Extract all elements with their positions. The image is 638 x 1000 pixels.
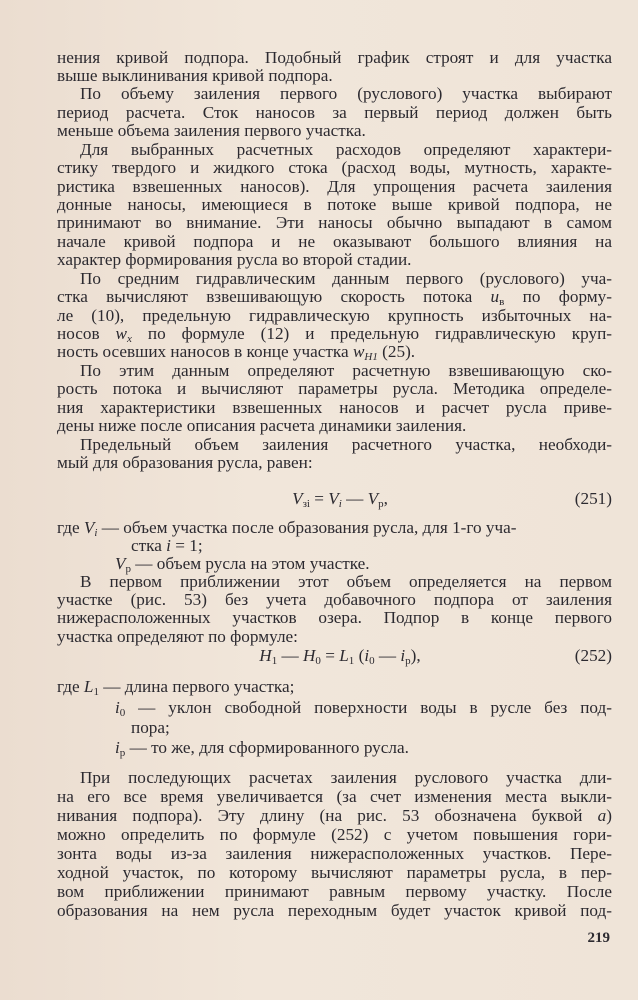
text-segment: 1	[93, 685, 99, 698]
text-segment: —	[277, 645, 303, 665]
text-segment: зi	[302, 497, 310, 510]
equation	[190, 645, 490, 667]
text-segment: р	[119, 746, 126, 759]
text-line	[57, 380, 612, 397]
text-segment: р	[405, 654, 411, 667]
text-line	[57, 104, 612, 121]
text-segment: i	[166, 535, 171, 555]
text-segment: =	[320, 645, 340, 665]
text-segment: пора;	[131, 717, 170, 737]
text-segment: вом приближении принимают равным первому участку. После	[57, 881, 612, 901]
text-segment: По средним гидравлическим данным первого (руслового) уча-	[80, 268, 612, 288]
text-segment: р	[125, 562, 131, 575]
text-segment: =	[309, 488, 329, 508]
text-line	[57, 845, 612, 862]
text-line	[57, 399, 612, 416]
text-segment: носов	[57, 323, 116, 343]
text-line	[80, 270, 612, 287]
text-segment: нения кривой подпора. Подобный график строят и для участка	[57, 47, 612, 67]
text-segment: L	[339, 645, 349, 665]
text-line	[57, 323, 612, 345]
text-segment: 1	[348, 654, 355, 667]
text-segment: нижерасположенных участков озера. Подпор в конце первого	[57, 607, 612, 627]
text-line	[57, 342, 612, 364]
text-segment: V	[367, 488, 379, 508]
text-segment: —	[374, 645, 401, 665]
text-segment: По этим данным определяют расчетную взвешивающую ско-	[80, 360, 612, 380]
text-segment: u	[490, 287, 500, 307]
text-segment: образования на нем русла переходным будет участок кривой под-	[57, 900, 612, 920]
text-segment: зонта воды из-за заиления нижерасположенных участков. Пере-	[57, 843, 612, 863]
text-segment: V	[115, 553, 126, 573]
text-segment: нивания подпора). Эту длину (на рис. 53 обозначена буквой	[57, 805, 598, 825]
text-segment: — длина первого участка;	[98, 676, 295, 696]
text-segment: р	[378, 497, 384, 510]
text-segment: ле (10), предельную гидравлическую крупность избыточных на-	[57, 305, 612, 325]
text-segment: ),	[410, 645, 421, 665]
text-segment: участке (рис. 53) без учета добавочного подпора от заиления	[57, 589, 612, 609]
text-line	[57, 807, 612, 824]
text-line	[80, 573, 612, 590]
text-segment: ,	[383, 488, 388, 508]
text-line	[131, 537, 612, 554]
text-segment: мый для образования русла, равен:	[57, 452, 313, 472]
text-line	[57, 517, 612, 539]
text-segment: H	[259, 645, 272, 665]
text-line	[115, 697, 612, 719]
text-segment: (	[354, 645, 365, 665]
page-number: 219	[587, 930, 610, 946]
text-segment: стику твердого и жидкого стока (расход воды, мутность, характе-	[57, 158, 612, 178]
text-segment: можно определить по формуле (252) с учетом повышения гори-	[57, 824, 612, 844]
text-segment: H	[303, 645, 316, 665]
text-line	[80, 436, 612, 453]
text-line	[57, 287, 612, 309]
text-segment: i	[115, 737, 120, 757]
text-segment: ходной участок, по которому вычисляют параметры русла, в пер-	[57, 862, 612, 882]
text-segment: выше выклинивания кривой подпора.	[57, 65, 333, 85]
text-line	[57, 178, 612, 195]
text-line	[57, 864, 612, 881]
text-line	[57, 67, 612, 84]
text-segment: где	[57, 676, 84, 696]
text-segment: по формуле (12) и предельную гидравлическую круп-	[131, 323, 612, 343]
text-line	[57, 883, 612, 900]
text-segment: (25).	[377, 342, 416, 362]
text-segment: меньше объема заиления первого участка.	[57, 121, 366, 141]
text-segment: дены ниже после описания расчета динамики заиления.	[57, 416, 467, 436]
text-segment: При последующих расчетах заиления руслового участка дли-	[80, 767, 612, 787]
text-segment: стка	[131, 535, 167, 555]
text-segment: — то же, для сформированного русла.	[125, 737, 409, 757]
text-line	[57, 159, 612, 176]
text-segment: —	[341, 488, 368, 508]
text-segment: — уклон свободной поверхности воды в русле без под-	[125, 697, 612, 717]
text-line	[57, 902, 612, 919]
equation-number: (251)	[574, 488, 612, 508]
text-segment: В первом приближении этот объем определяется на первом	[80, 571, 612, 591]
text-segment: ния характеристики взвешенных наносов и расчет русла приве-	[57, 397, 612, 417]
text-line	[57, 196, 612, 213]
text-segment: i	[338, 497, 342, 510]
text-line	[115, 737, 612, 759]
text-line	[115, 553, 612, 575]
text-segment: Предельный объем заиления расчетного участка, необходи-	[80, 434, 612, 454]
text-line	[57, 591, 612, 608]
text-segment: стка вычисляют взвешивающую скорость потока	[57, 287, 491, 307]
text-line	[57, 417, 612, 434]
text-segment: принимают во внимание. Эти наносы обычно выпадают в самом	[57, 213, 612, 233]
text-line	[57, 122, 612, 139]
text-line	[57, 609, 612, 626]
text-segment: i	[115, 697, 120, 717]
text-line	[57, 788, 612, 805]
text-segment: рость потока и вычисляют параметры русла. Методика определе-	[57, 379, 612, 399]
text-segment: x	[127, 332, 132, 345]
text-segment: V	[292, 488, 303, 508]
text-segment: период расчета. Сток наносов за первый период должен быть	[57, 102, 612, 122]
text-line	[57, 676, 612, 698]
equation-number: (252)	[574, 645, 612, 665]
text-segment: Для выбранных расчетных расходов определяют характери-	[80, 139, 612, 159]
text-segment: i	[364, 645, 370, 665]
text-segment: на его все время увеличивается (за счет изменения места выкли-	[57, 786, 612, 806]
text-segment: по форму-	[504, 287, 612, 307]
text-line	[57, 233, 612, 250]
text-segment: в	[499, 296, 505, 309]
text-line	[80, 769, 612, 786]
text-segment: ность осевших наносов в конце участка	[57, 342, 353, 362]
text-segment: донные наносы, имеющиеся в потоке выше кривой подпора, не	[57, 194, 612, 214]
text-line	[57, 307, 612, 324]
text-segment: V	[83, 517, 95, 537]
text-segment: участка определяют по формуле:	[57, 626, 298, 646]
text-segment: H1	[364, 351, 378, 364]
text-segment: 0	[119, 706, 126, 719]
text-line	[131, 719, 612, 736]
text-line	[57, 454, 612, 471]
text-segment: i	[94, 526, 98, 539]
text-segment: — объем участка после образования русла, для 1-го уча-	[97, 517, 517, 537]
text-segment: V	[328, 488, 339, 508]
text-segment: начале кривой подпора и не оказывают большого влияния на	[57, 231, 612, 251]
text-segment: ристика взвешенных наносов). Для упрощения расчета заиления	[57, 176, 612, 196]
text-segment: a	[597, 805, 607, 825]
text-line	[80, 141, 612, 158]
text-segment: = 1;	[170, 535, 203, 555]
text-segment: характер формирования русла во второй стадии.	[57, 250, 412, 270]
text-segment: — объем русла на этом участке.	[131, 553, 370, 573]
text-line	[57, 49, 612, 66]
text-segment: 1	[271, 654, 278, 667]
text-segment: w	[115, 323, 128, 343]
text-line	[57, 214, 612, 231]
text-segment: По объему заиления первого (руслового) участка выбирают	[80, 84, 612, 104]
text-segment: 0	[315, 654, 321, 667]
text-segment: 0	[369, 654, 375, 667]
text-segment: )	[606, 805, 612, 825]
equation	[190, 488, 490, 510]
text-segment: где	[57, 517, 84, 537]
text-segment: w	[352, 342, 365, 362]
text-line	[80, 85, 612, 102]
text-line	[80, 362, 612, 379]
text-segment: L	[83, 676, 94, 696]
text-line	[57, 251, 612, 268]
text-segment: i	[400, 645, 406, 665]
text-line	[57, 628, 612, 645]
text-line	[57, 826, 612, 843]
